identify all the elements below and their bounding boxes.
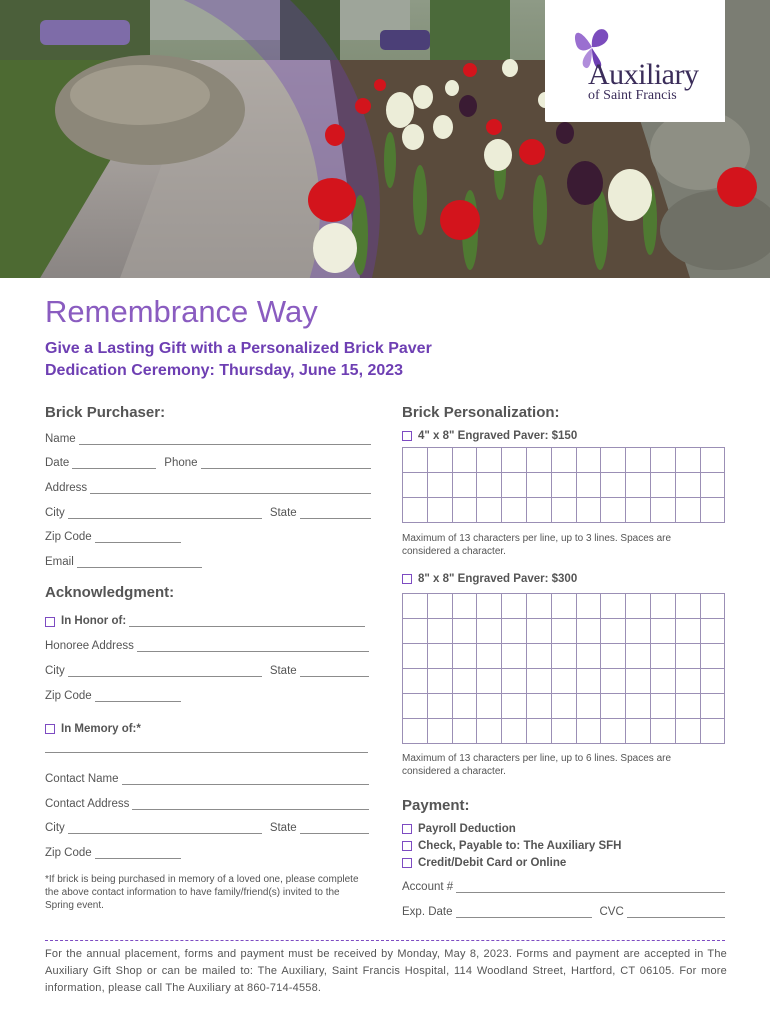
grid-cell[interactable] xyxy=(527,448,552,473)
large-paver-option xyxy=(402,573,577,585)
grid-cell[interactable] xyxy=(651,719,676,744)
grid-cell[interactable] xyxy=(403,473,428,498)
grid-cell[interactable] xyxy=(701,694,726,719)
grid-cell[interactable] xyxy=(577,669,602,694)
zip-row xyxy=(45,531,181,543)
grid-cell[interactable] xyxy=(428,498,453,523)
grid-cell[interactable] xyxy=(428,644,453,669)
email-row xyxy=(45,556,202,568)
purchaser-heading: Brick Purchaser: xyxy=(45,404,166,421)
grid-cell[interactable] xyxy=(651,498,676,523)
subtitle-ceremony: Dedication Ceremony: Thursday, June 15, 2023 xyxy=(45,362,404,379)
logo-subname: of Saint Francis xyxy=(588,88,677,103)
grid-cell[interactable] xyxy=(428,619,453,644)
date-field[interactable] xyxy=(72,457,156,469)
large-paver-label: 8" x 8" Engraved Paver: $300 xyxy=(418,573,578,585)
zip-label: Zip Code xyxy=(45,531,92,543)
grid-cell[interactable] xyxy=(601,644,626,669)
grid-cell[interactable] xyxy=(651,644,676,669)
grid-cell[interactable] xyxy=(676,498,701,523)
grid-cell[interactable] xyxy=(676,719,701,744)
subtitle-gift: Give a Lasting Gift with a Personalized Brick Paver xyxy=(45,340,432,357)
memory-option xyxy=(45,723,141,735)
grid-cell[interactable] xyxy=(577,448,602,473)
address-label: Address xyxy=(45,482,88,494)
grid-cell[interactable] xyxy=(527,694,552,719)
zip-field[interactable] xyxy=(95,531,181,543)
honoree-state-field[interactable] xyxy=(300,665,369,677)
grid-cell[interactable] xyxy=(428,473,453,498)
grid-cell[interactable] xyxy=(601,594,626,619)
grid-cell[interactable] xyxy=(527,644,552,669)
grid-cell[interactable] xyxy=(676,619,701,644)
card-checkbox[interactable] xyxy=(402,858,412,868)
date-phone-row xyxy=(45,457,371,469)
cvc-label: CVC xyxy=(599,906,624,918)
memory-field[interactable] xyxy=(45,752,368,753)
large-paver-note: Maximum of 13 characters per line, up to 6 lines. Spaces are considered a character. xyxy=(402,753,672,777)
grid-cell[interactable] xyxy=(626,719,651,744)
grid-cell[interactable] xyxy=(403,694,428,719)
grid-cell[interactable] xyxy=(453,669,478,694)
grid-cell[interactable] xyxy=(527,669,552,694)
grid-cell[interactable] xyxy=(577,619,602,644)
grid-cell[interactable] xyxy=(552,448,577,473)
contact-zip-row xyxy=(45,847,181,859)
honor-label: In Honor of: xyxy=(61,615,127,627)
grid-cell[interactable] xyxy=(626,594,651,619)
grid-cell[interactable] xyxy=(676,473,701,498)
grid-cell[interactable] xyxy=(527,498,552,523)
exp-field[interactable] xyxy=(456,906,592,918)
grid-cell[interactable] xyxy=(651,694,676,719)
grid-cell[interactable] xyxy=(477,669,502,694)
grid-cell[interactable] xyxy=(527,719,552,744)
honoree-address-row xyxy=(45,640,369,652)
grid-cell[interactable] xyxy=(701,594,726,619)
grid-cell[interactable] xyxy=(701,669,726,694)
grid-cell[interactable] xyxy=(676,594,701,619)
grid-cell[interactable] xyxy=(577,644,602,669)
honor-field[interactable] xyxy=(129,615,365,627)
grid-cell[interactable] xyxy=(403,594,428,619)
grid-cell[interactable] xyxy=(403,498,428,523)
grid-cell[interactable] xyxy=(552,644,577,669)
logo-name: Auxiliary xyxy=(588,58,699,91)
grid-cell[interactable] xyxy=(601,498,626,523)
small-paver-label: 4" x 8" Engraved Paver: $150 xyxy=(418,430,578,442)
state-field[interactable] xyxy=(300,507,371,519)
grid-cell[interactable] xyxy=(403,719,428,744)
contact-address-label: Contact Address xyxy=(45,798,130,810)
grid-cell[interactable] xyxy=(651,473,676,498)
exp-cvc-row xyxy=(402,906,725,918)
grid-cell[interactable] xyxy=(676,448,701,473)
grid-cell[interactable] xyxy=(701,719,726,744)
grid-cell[interactable] xyxy=(453,719,478,744)
contact-city-label: City xyxy=(45,822,65,834)
footer-text: For the annual placement, forms and payment must be received by Monday, May 8, 2023. Forms and payment are accepted in The Auxiliary Gift Shop or can be mailed to: The Auxiliary, Saint Francis Hospital, 114 Woodland Street, Hartford, CT 06105. For more information, please call The Auxiliary at 860-714-4558. xyxy=(45,948,727,994)
memory-label: In Memory of:* xyxy=(61,723,141,735)
small-paver-note: Maximum of 13 characters per line, up to 3 lines. Spaces are considered a character. xyxy=(402,533,672,557)
honor-checkbox[interactable] xyxy=(45,617,55,627)
grid-cell[interactable] xyxy=(477,448,502,473)
grid-cell[interactable] xyxy=(577,498,602,523)
payment-option-check xyxy=(402,840,621,852)
cvc-field[interactable] xyxy=(627,906,725,918)
small-paver-checkbox[interactable] xyxy=(402,431,412,441)
personalization-heading: Brick Personalization: xyxy=(402,404,560,421)
grid-cell[interactable] xyxy=(527,619,552,644)
grid-cell[interactable] xyxy=(626,619,651,644)
grid-cell[interactable] xyxy=(502,719,527,744)
grid-cell[interactable] xyxy=(701,619,726,644)
grid-cell[interactable] xyxy=(626,448,651,473)
grid-cell[interactable] xyxy=(453,619,478,644)
honoree-state-label: State xyxy=(269,665,297,677)
grid-cell[interactable] xyxy=(626,498,651,523)
contact-zip-field[interactable] xyxy=(95,847,181,859)
grid-cell[interactable] xyxy=(453,594,478,619)
date-label: Date xyxy=(45,457,70,469)
payroll-label: Payroll Deduction xyxy=(418,823,516,835)
grid-cell[interactable] xyxy=(453,644,478,669)
grid-cell[interactable] xyxy=(552,669,577,694)
grid-cell[interactable] xyxy=(428,719,453,744)
grid-cell[interactable] xyxy=(453,448,478,473)
honoree-city-state-row xyxy=(45,665,369,677)
grid-cell[interactable] xyxy=(477,694,502,719)
payment-option-payroll xyxy=(402,823,516,835)
name-row xyxy=(45,433,371,445)
grid-cell[interactable] xyxy=(477,473,502,498)
address-field[interactable] xyxy=(90,482,371,494)
grid-cell[interactable] xyxy=(403,619,428,644)
contact-name-row xyxy=(45,773,369,785)
grid-cell[interactable] xyxy=(552,473,577,498)
grid-cell[interactable] xyxy=(601,473,626,498)
payroll-checkbox[interactable] xyxy=(402,824,412,834)
name-field[interactable] xyxy=(79,433,371,445)
grid-cell[interactable] xyxy=(601,694,626,719)
grid-cell[interactable] xyxy=(601,669,626,694)
contact-state-label: State xyxy=(269,822,297,834)
grid-cell[interactable] xyxy=(626,473,651,498)
grid-cell[interactable] xyxy=(676,644,701,669)
grid-cell[interactable] xyxy=(403,644,428,669)
payment-heading: Payment: xyxy=(402,797,470,814)
grid-cell[interactable] xyxy=(552,719,577,744)
honoree-zip-label: Zip Code xyxy=(45,690,92,702)
contact-address-row xyxy=(45,798,369,810)
grid-cell[interactable] xyxy=(651,448,676,473)
city-label: City xyxy=(45,507,65,519)
grid-cell[interactable] xyxy=(552,619,577,644)
grid-cell[interactable] xyxy=(601,619,626,644)
grid-cell[interactable] xyxy=(577,594,602,619)
address-row xyxy=(45,482,371,494)
grid-cell[interactable] xyxy=(626,694,651,719)
grid-cell[interactable] xyxy=(626,669,651,694)
grid-cell[interactable] xyxy=(701,448,726,473)
city-field[interactable] xyxy=(68,507,262,519)
check-checkbox[interactable] xyxy=(402,841,412,851)
name-label: Name xyxy=(45,433,76,445)
state-label: State xyxy=(269,507,297,519)
grid-cell[interactable] xyxy=(428,669,453,694)
grid-cell[interactable] xyxy=(477,594,502,619)
grid-cell[interactable] xyxy=(601,719,626,744)
email-field[interactable] xyxy=(77,556,202,568)
grid-cell[interactable] xyxy=(502,619,527,644)
grid-cell[interactable] xyxy=(453,473,478,498)
grid-cell[interactable] xyxy=(477,498,502,523)
grid-cell[interactable] xyxy=(428,594,453,619)
grid-cell[interactable] xyxy=(601,448,626,473)
grid-cell[interactable] xyxy=(477,719,502,744)
grid-cell[interactable] xyxy=(428,448,453,473)
grid-cell[interactable] xyxy=(552,594,577,619)
city-state-row xyxy=(45,507,371,519)
check-label: Check, Payable to: The Auxiliary SFH xyxy=(418,840,622,852)
grid-cell[interactable] xyxy=(527,473,552,498)
honoree-zip-row xyxy=(45,690,181,702)
contact-state-field[interactable] xyxy=(300,822,369,834)
contact-zip-label: Zip Code xyxy=(45,847,92,859)
grid-cell[interactable] xyxy=(453,498,478,523)
memory-checkbox[interactable] xyxy=(45,724,55,734)
grid-cell[interactable] xyxy=(502,594,527,619)
grid-cell[interactable] xyxy=(651,669,676,694)
honoree-address-field[interactable] xyxy=(137,640,369,652)
grid-cell[interactable] xyxy=(577,719,602,744)
grid-cell[interactable] xyxy=(453,694,478,719)
grid-cell[interactable] xyxy=(701,473,726,498)
grid-cell[interactable] xyxy=(552,694,577,719)
page-title: Remembrance Way xyxy=(45,294,318,329)
grid-cell[interactable] xyxy=(403,669,428,694)
grid-cell[interactable] xyxy=(502,644,527,669)
honoree-zip-field[interactable] xyxy=(95,690,181,702)
grid-cell[interactable] xyxy=(577,694,602,719)
acknowledgment-heading: Acknowledgment: xyxy=(45,584,175,601)
honoree-city-field[interactable] xyxy=(68,665,262,677)
memory-footnote: *If brick is being purchased in memory of a loved one, please complete the above contact information to have family/friend(s) invited to the Spring event. xyxy=(45,874,359,911)
payment-option-card xyxy=(402,857,566,869)
honoree-address-label: Honoree Address xyxy=(45,640,134,652)
grid-cell[interactable] xyxy=(552,498,577,523)
phone-field[interactable] xyxy=(201,457,371,469)
contact-city-field[interactable] xyxy=(68,822,262,834)
contact-city-state-row xyxy=(45,822,369,834)
grid-cell[interactable] xyxy=(577,473,602,498)
contact-name-field[interactable] xyxy=(122,773,369,785)
account-label: Account # xyxy=(402,881,454,893)
grid-cell[interactable] xyxy=(502,498,527,523)
account-row xyxy=(402,881,725,893)
account-field[interactable] xyxy=(456,881,725,893)
grid-cell[interactable] xyxy=(626,644,651,669)
grid-cell[interactable] xyxy=(428,694,453,719)
grid-cell[interactable] xyxy=(502,669,527,694)
footer-divider xyxy=(45,940,725,941)
large-paver-grid[interactable] xyxy=(402,593,725,744)
large-paver-checkbox[interactable] xyxy=(402,574,412,584)
contact-name-label: Contact Name xyxy=(45,773,119,785)
grid-cell[interactable] xyxy=(651,594,676,619)
grid-cell[interactable] xyxy=(701,498,726,523)
small-paver-option xyxy=(402,430,577,442)
grid-cell[interactable] xyxy=(502,473,527,498)
grid-cell[interactable] xyxy=(701,644,726,669)
phone-label: Phone xyxy=(164,457,198,469)
grid-cell[interactable] xyxy=(651,619,676,644)
card-label: Credit/Debit Card or Online xyxy=(418,857,567,869)
small-paver-grid[interactable] xyxy=(402,447,725,523)
grid-cell[interactable] xyxy=(527,594,552,619)
grid-cell[interactable] xyxy=(502,448,527,473)
grid-cell[interactable] xyxy=(477,644,502,669)
honor-row xyxy=(45,615,365,627)
honoree-city-label: City xyxy=(45,665,65,677)
grid-cell[interactable] xyxy=(403,448,428,473)
grid-cell[interactable] xyxy=(502,694,527,719)
grid-cell[interactable] xyxy=(477,619,502,644)
contact-address-field[interactable] xyxy=(132,798,369,810)
email-label: Email xyxy=(45,556,74,568)
grid-cell[interactable] xyxy=(676,694,701,719)
grid-cell[interactable] xyxy=(676,669,701,694)
exp-label: Exp. Date xyxy=(402,906,453,918)
